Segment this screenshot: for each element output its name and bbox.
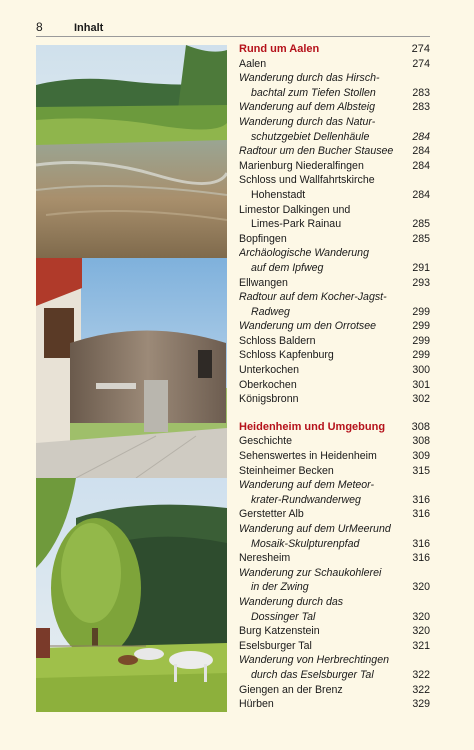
toc-entry-page: 299 <box>412 334 430 347</box>
toc-entry-page: 322 <box>412 668 430 681</box>
toc-entry-page: 300 <box>412 364 430 377</box>
toc-entry[interactable] <box>239 232 430 247</box>
section-spacer <box>239 407 430 420</box>
toc-entry[interactable] <box>239 449 430 464</box>
toc-entry[interactable] <box>239 57 430 72</box>
toc-entry-title: Sehenswertes in Heidenheim <box>239 450 377 463</box>
toc-entry[interactable] <box>239 522 430 537</box>
toc-entry-title: Radtour um den Bucher Stausee <box>239 145 394 158</box>
toc-entry-page: 291 <box>412 261 430 274</box>
toc-entry[interactable] <box>239 71 430 86</box>
toc-entry[interactable] <box>239 507 430 522</box>
photo-horses-meadow <box>36 478 227 712</box>
toc-entry-title: Königsbronn <box>239 393 299 406</box>
toc-entry-page: 284 <box>412 159 430 172</box>
toc-entry-page: 302 <box>412 393 430 406</box>
toc-entry-page: 293 <box>412 276 430 289</box>
toc-entry[interactable] <box>239 580 430 595</box>
toc-entry-title: Bopfingen <box>239 232 287 245</box>
toc-entry-title: Radweg <box>251 305 290 318</box>
toc-entry-page: 316 <box>412 508 430 521</box>
toc-entry-page: 285 <box>412 218 430 231</box>
toc-entry-title: Limes-Park Rainau <box>251 218 342 231</box>
toc-entry[interactable] <box>239 595 430 610</box>
toc-entry[interactable] <box>239 173 430 188</box>
toc-entry-page: 308 <box>412 435 430 448</box>
toc-entry[interactable] <box>239 697 430 712</box>
toc-entry[interactable] <box>239 551 430 566</box>
toc-entry[interactable] <box>239 203 430 218</box>
toc-entry[interactable] <box>239 130 430 145</box>
toc-entry-title: Mosaik-Skulpturenpfad <box>251 537 360 550</box>
toc-entry[interactable] <box>239 378 430 393</box>
toc-entry-title: bachtal zum Tiefen Stollen <box>251 86 376 99</box>
toc-entry-title: Unterkochen <box>239 364 300 377</box>
toc-entry-page: 283 <box>412 101 430 114</box>
toc-entry-page: 299 <box>412 305 430 318</box>
toc-entry-title: Schloss Kapfenburg <box>239 349 334 362</box>
toc-entry[interactable] <box>239 464 430 479</box>
toc-entry[interactable] <box>239 261 430 276</box>
toc-entry[interactable] <box>239 115 430 130</box>
toc-entry-title: Geschichte <box>239 435 292 448</box>
toc-entry-title: Steinheimer Becken <box>239 464 334 477</box>
toc-entry-title: Heidenheim und Umgebung <box>239 420 386 433</box>
toc-entry[interactable] <box>239 305 430 320</box>
toc-entry[interactable] <box>239 392 430 407</box>
toc-entry-page: 309 <box>412 450 430 463</box>
toc-entry[interactable] <box>239 624 430 639</box>
toc-entry-title: Hürben <box>239 698 274 711</box>
toc-entry-title: Radtour auf dem Kocher-Jagst- <box>239 291 387 304</box>
photo-river-landscape <box>36 45 227 258</box>
toc-entry-page: 320 <box>412 581 430 594</box>
toc-entry-title: Neresheim <box>239 552 291 565</box>
toc-entry[interactable] <box>239 348 430 363</box>
toc-entry-title: Limestor Dalkingen und <box>239 203 351 216</box>
toc-entry-page: 283 <box>412 86 430 99</box>
toc-entry-page: 285 <box>412 232 430 245</box>
toc-entry[interactable] <box>239 188 430 203</box>
toc-entry[interactable] <box>239 100 430 115</box>
toc-entry-title: auf dem Ipfweg <box>251 261 324 274</box>
toc-section-heading[interactable] <box>239 420 430 435</box>
toc-entry[interactable] <box>239 683 430 698</box>
toc-entry-page: 322 <box>412 683 430 696</box>
toc-entry-title: Wanderung durch das Natur- <box>239 115 376 128</box>
toc-entry-page: 329 <box>412 698 430 711</box>
toc-entry-title: Wanderung durch das Hirsch- <box>239 72 380 85</box>
toc-entry[interactable] <box>239 478 430 493</box>
toc-entry-page: 284 <box>412 145 430 158</box>
toc-entry-title: Wanderung zur Schaukohlerei <box>239 566 382 579</box>
toc-entry[interactable] <box>239 363 430 378</box>
toc-entry-title: Burg Katzenstein <box>239 625 320 638</box>
toc-entry-page: 284 <box>412 130 430 143</box>
toc-entry[interactable] <box>239 319 430 334</box>
toc-entry-title: schutzgebiet Dellenhäule <box>251 130 370 143</box>
toc-entry-page: 299 <box>412 320 430 333</box>
toc-entry[interactable] <box>239 217 430 232</box>
toc-entry[interactable] <box>239 86 430 101</box>
toc-entry-title: Wanderung auf dem UrMeerund <box>239 523 391 535</box>
toc-entry-title: Rund um Aalen <box>239 43 320 55</box>
toc-entry[interactable] <box>239 246 430 261</box>
toc-entry[interactable] <box>239 159 430 174</box>
toc-entry-page: 320 <box>412 610 430 623</box>
toc-entry-page: 316 <box>412 537 430 550</box>
toc-entry-title: Schloss und Wallfahrtskirche <box>239 174 375 187</box>
toc-entry-page: 274 <box>412 57 430 70</box>
toc-entry-page: 320 <box>412 625 430 638</box>
toc-entry[interactable] <box>239 668 430 683</box>
toc-entry-title: Wanderung durch das <box>239 595 344 608</box>
toc-entry-title: Gerstetter Alb <box>239 508 304 521</box>
toc-entry-title: Wanderung von Herbrechtingen <box>239 654 389 667</box>
toc-entry-page: 299 <box>412 349 430 362</box>
toc-entry-title: Hohenstadt <box>251 188 306 201</box>
toc-entry-title: Oberkochen <box>239 378 297 391</box>
toc-entry[interactable] <box>239 334 430 349</box>
toc-entry-title: Dossinger Tal <box>251 610 316 623</box>
toc-entry-page: 315 <box>412 464 430 477</box>
toc-entry-page: 316 <box>412 552 430 565</box>
toc-entry-title: Ellwangen <box>239 276 288 289</box>
table-of-contents <box>239 42 430 712</box>
toc-entry-title: Archäologische Wanderung <box>239 247 369 260</box>
toc-entry-title: Wanderung auf dem Meteor- <box>239 479 375 492</box>
toc-entry-title: Wanderung um den Orrotsee <box>239 320 377 333</box>
page-header <box>36 20 430 37</box>
toc-entry-page: 316 <box>412 493 430 506</box>
toc-entry-title: Wanderung auf dem Albsteig <box>239 101 376 114</box>
toc-entry-title: in der Zwing <box>251 581 309 594</box>
toc-entry-title: Giengen an der Brenz <box>239 683 343 696</box>
toc-entry[interactable] <box>239 566 430 581</box>
toc-entry[interactable] <box>239 434 430 449</box>
toc-entry-page: 301 <box>412 378 430 391</box>
photo-round-building <box>36 258 227 478</box>
toc-entry[interactable] <box>239 276 430 291</box>
toc-entry-page: 321 <box>412 639 430 652</box>
toc-entry[interactable] <box>239 639 430 654</box>
toc-entry[interactable] <box>239 610 430 625</box>
toc-entry-title: Schloss Baldern <box>239 334 316 347</box>
page-number: 8 <box>36 20 43 34</box>
toc-entry[interactable] <box>239 537 430 552</box>
toc-entry-page: 308 <box>411 420 430 433</box>
header-title: Inhalt <box>74 22 104 34</box>
toc-entry-title: Marienburg Niederalfingen <box>239 159 364 172</box>
toc-entry[interactable] <box>239 290 430 305</box>
toc-section-heading[interactable] <box>239 42 430 57</box>
toc-entry[interactable] <box>239 493 430 508</box>
toc-entry[interactable] <box>239 653 430 668</box>
toc-entry-page: 284 <box>412 188 430 201</box>
toc-entry-page: 274 <box>411 43 430 55</box>
toc-entry-title: durch das Eselsburger Tal <box>251 668 374 681</box>
toc-entry[interactable] <box>239 144 430 159</box>
toc-entry-title: krater-Rundwanderweg <box>251 493 361 506</box>
toc-entry-title: Aalen <box>239 57 267 70</box>
toc-entry-title: Eselsburger Tal <box>239 639 312 652</box>
